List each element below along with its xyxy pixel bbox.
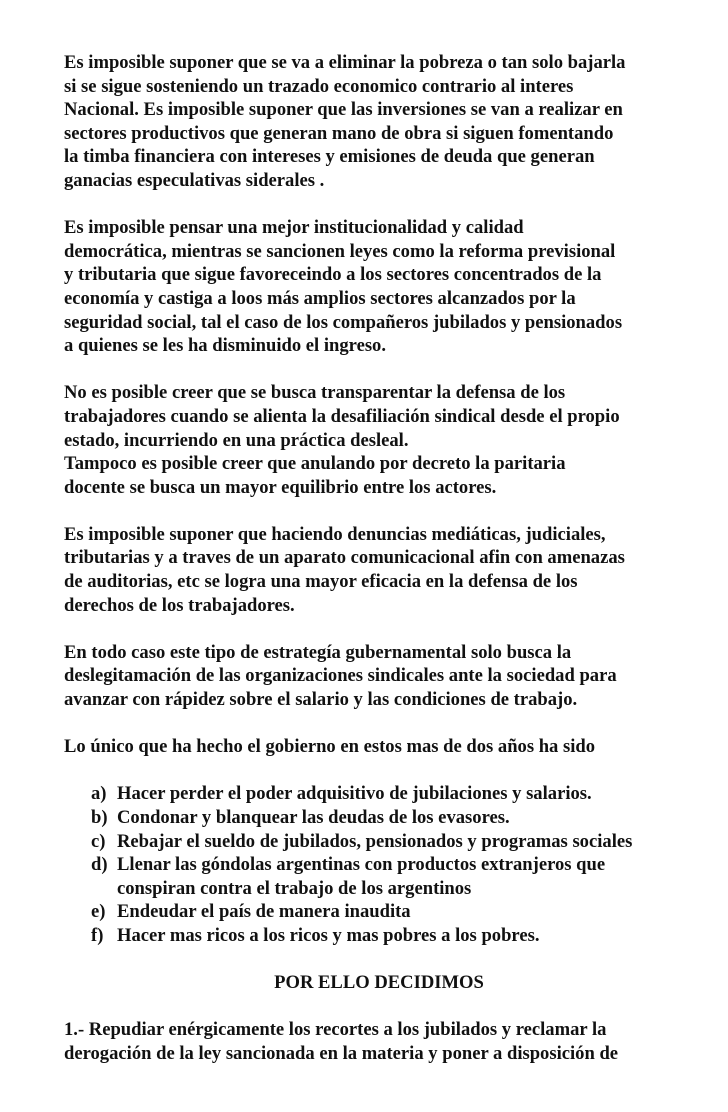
list-marker: c) [91, 830, 106, 852]
text-line: docente se busca un mayor equilibrio entre los actores. [64, 476, 497, 498]
paragraph-poverty [64, 51, 694, 193]
text-line: avanzar con rápidez sobre el salario y las condiciones de trabajo. [64, 689, 578, 711]
paragraph-government-summary [64, 735, 694, 759]
text-line: Hacer perder el poder adquisitivo de jubilaciones y salarios. [117, 783, 592, 805]
text-line: derechos de los trabajadores. [64, 594, 295, 616]
paragraph-institutionality [64, 216, 694, 358]
list-item [64, 900, 694, 924]
list-item [64, 853, 694, 900]
paragraph-strategy [64, 641, 694, 712]
text-line: Lo único que ha hecho el gobierno en estos mas de dos años ha sido [64, 736, 596, 758]
text-line: si se sigue sosteniendo un trazado economico contrario al interes [64, 75, 574, 97]
paragraph-workers-defense [64, 381, 694, 499]
government-actions-list [64, 782, 694, 947]
text-line: derogación de la ley sancionada en la materia y poner a disposición de [64, 1042, 619, 1064]
list-item [64, 806, 694, 830]
text-line: Rebajar el sueldo de jubilados, pensionados y programas sociales [117, 830, 633, 852]
text-line: Llenar las góndolas argentinas con productos extranjeros que [117, 854, 606, 876]
list-marker: a) [91, 783, 107, 805]
paragraph-denunciations [64, 523, 694, 617]
text-line: Tampoco es posible creer que anulando por decreto la paritaria [64, 453, 566, 475]
document-page [64, 51, 694, 1066]
text-line: sectores productivos que generan mano de obra si siguen fomentando [64, 122, 614, 144]
text-line: democrática, mientras se sancionen leyes como la reforma previsional [64, 240, 616, 262]
text-line: seguridad social, tal el caso de los compañeros jubilados y pensionados [64, 311, 623, 333]
text-line: la timba financiera con intereses y emisiones de deuda que generan [64, 146, 595, 168]
text-line: 1.- Repudiar enérgicamente los recortes a los jubilados y reclamar la [64, 1019, 607, 1041]
text-line: trabajadores cuando se alienta la desafiliación sindical desde el propio [64, 405, 620, 427]
text-line: Es imposible pensar una mejor institucionalidad y calidad [64, 217, 524, 239]
text-line: Es imposible suponer que se va a eliminar la pobreza o tan solo bajarla [64, 52, 626, 73]
text-line: tributarias y a traves de un aparato comunicacional afin con amenazas [64, 547, 625, 569]
text-line: conspiran contra el trabajo de los argentinos [117, 877, 472, 899]
list-marker: e) [91, 901, 106, 923]
text-line: En todo caso este tipo de estrategía gubernamental solo busca la [64, 641, 572, 663]
list-item [64, 924, 694, 948]
text-line: No es posible creer que se busca transparentar la defensa de los [64, 382, 566, 404]
text-line: y tributaria que sigue favoreceindo a los sectores concentrados de la [64, 264, 602, 286]
list-item [64, 782, 694, 806]
list-item [64, 830, 694, 854]
paragraph-resolution-1 [64, 1018, 694, 1065]
text-line: estado, incurriendo en una práctica desleal. [64, 429, 409, 451]
text-line: economía y castiga a loos más amplios sectores alcanzados por la [64, 287, 576, 309]
text-line: a quienes se les ha disminuido el ingreso. [64, 335, 387, 357]
text-line: Hacer mas ricos a los ricos y mas pobres a los pobres. [117, 924, 540, 946]
text-line: ganacias especulativas siderales . [64, 169, 325, 191]
list-marker: d) [91, 854, 108, 876]
list-marker: f) [91, 924, 104, 946]
text-line: de auditorias, etc se logra una mayor eficacia en la defensa de los [64, 571, 578, 593]
text-line: deslegitamación de las organizaciones sindicales ante la sociedad para [64, 665, 617, 687]
text-line: Nacional. Es imposible suponer que las inversiones se van a realizar en [64, 99, 623, 121]
text-line: Condonar y blanquear las deudas de los evasores. [117, 807, 510, 828]
list-marker: b) [91, 807, 108, 828]
section-heading: POR ELLO DECIDIMOS [274, 972, 484, 994]
text-line: Endeudar el país de manera inaudita [117, 901, 411, 923]
text-line: Es imposible suponer que haciendo denuncias mediáticas, judiciales, [64, 523, 606, 545]
